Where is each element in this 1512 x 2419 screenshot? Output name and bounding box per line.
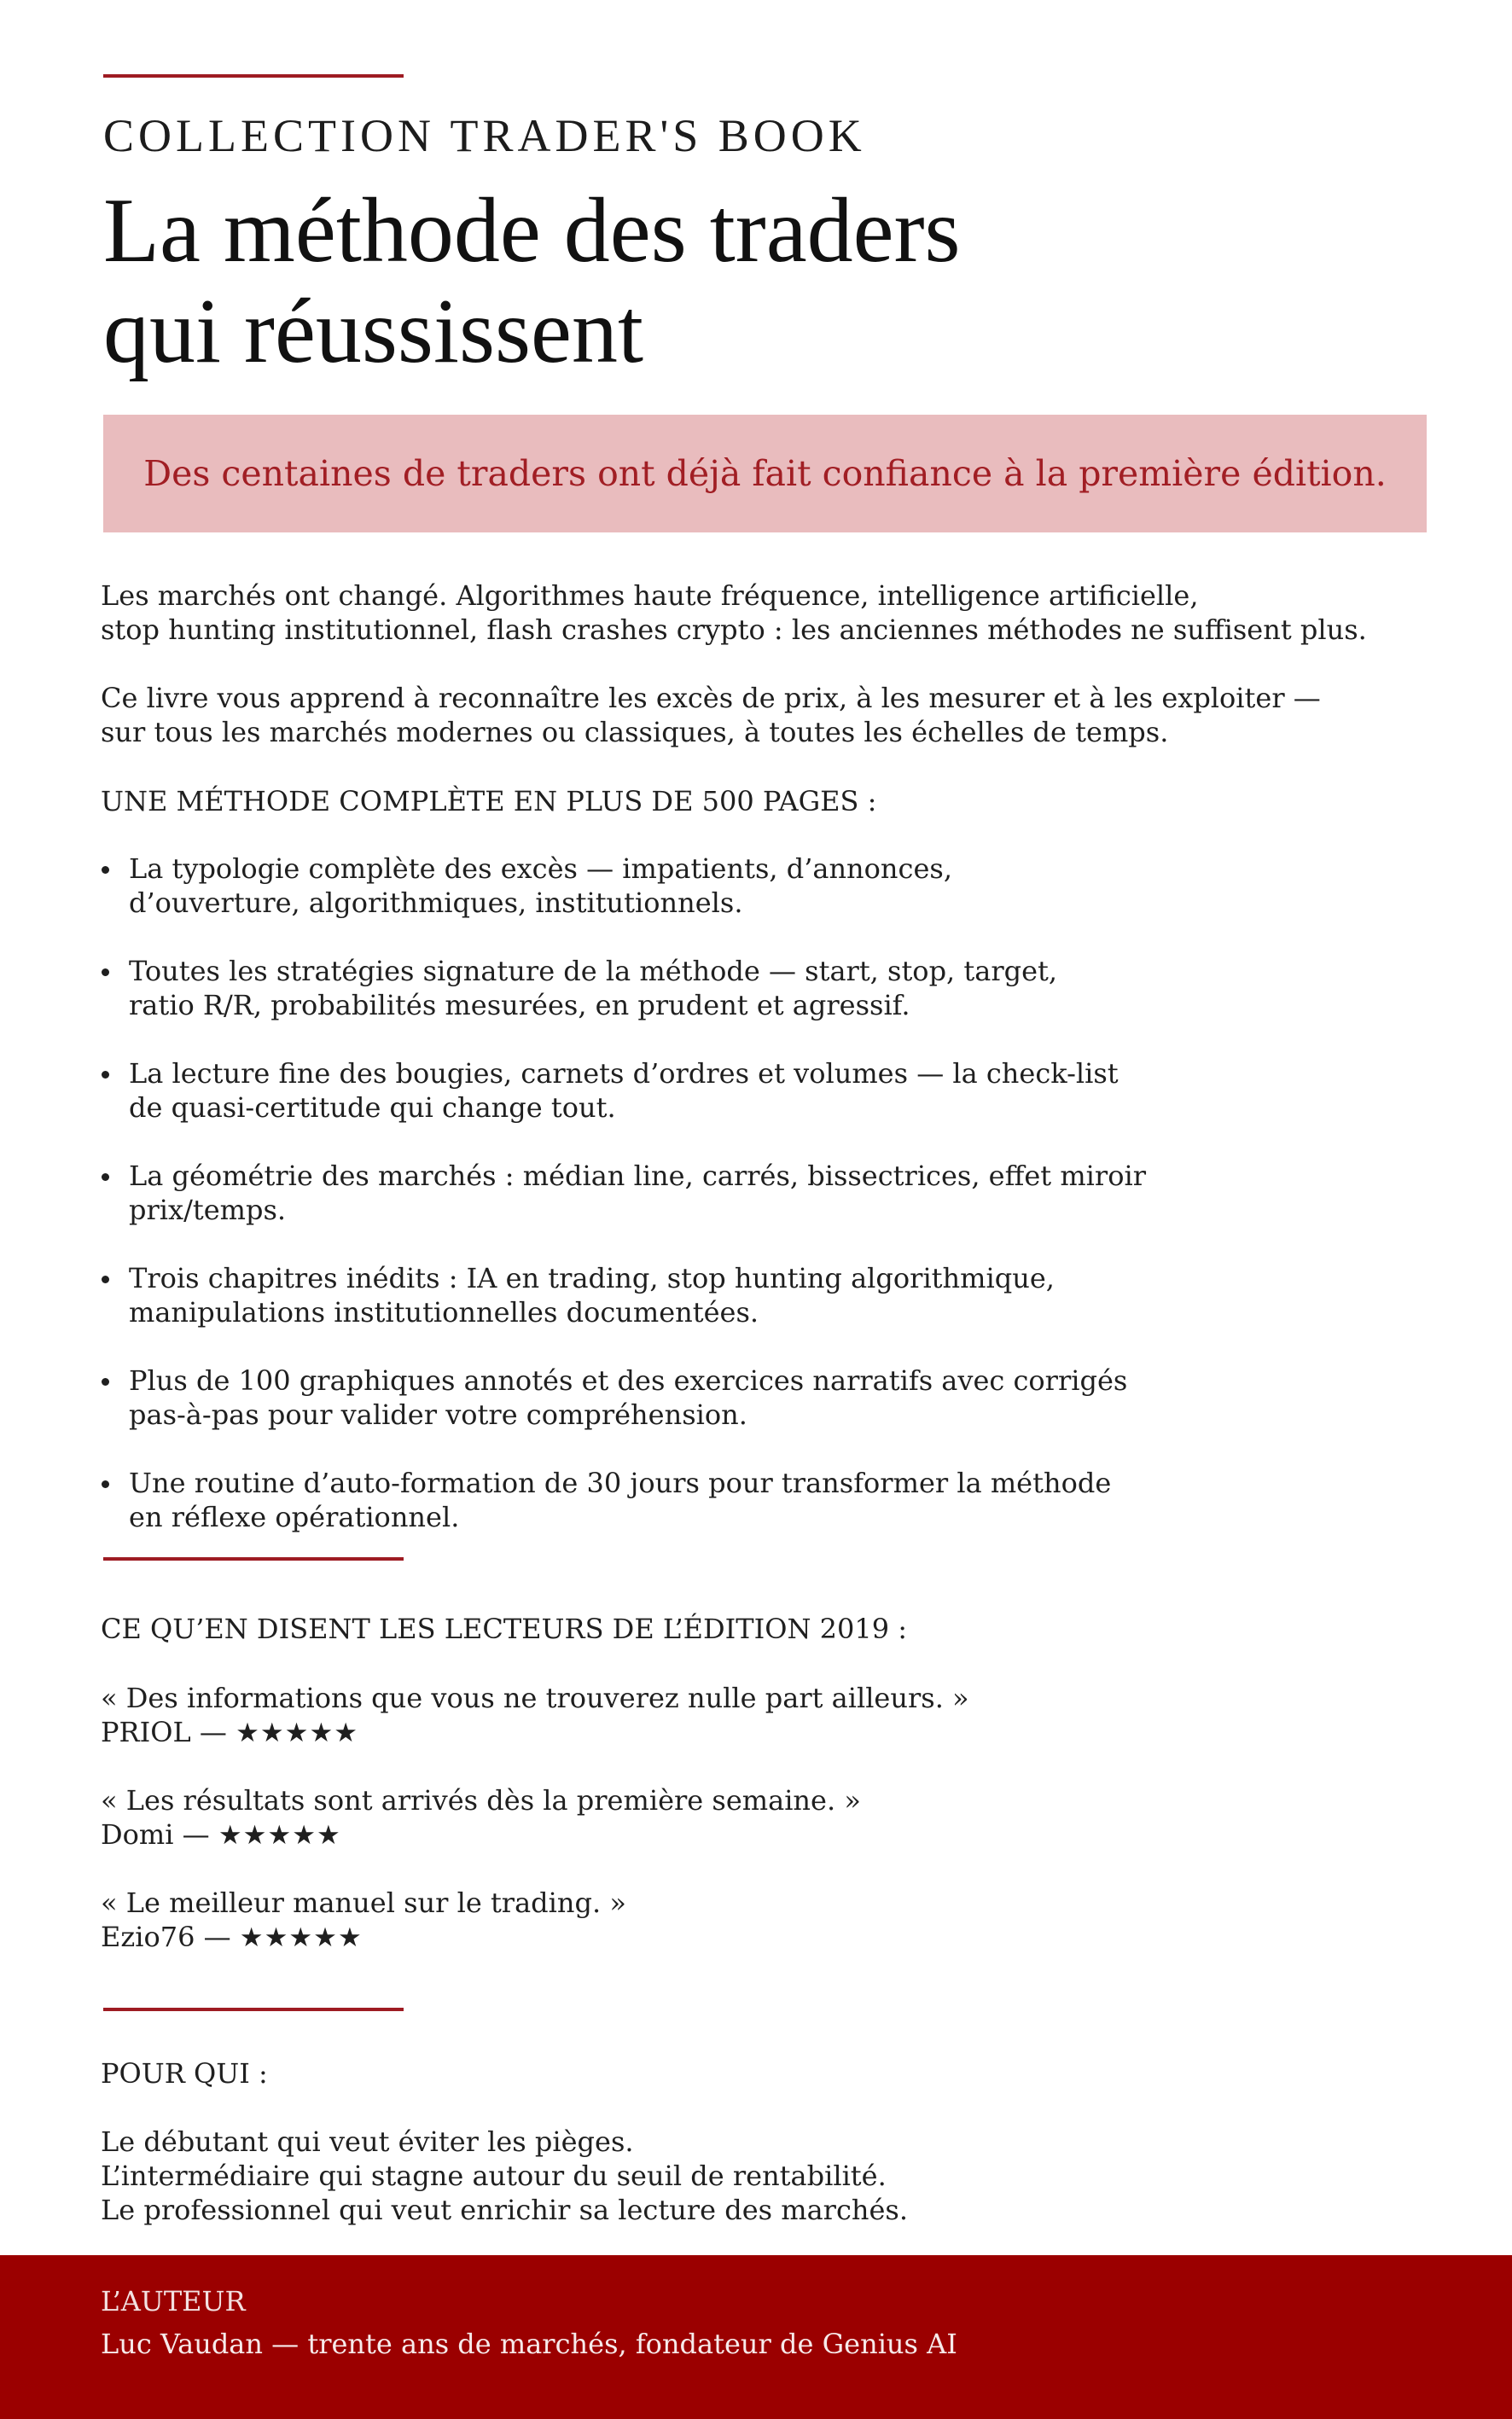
intro-p2-line-1: Ce livre vous apprend à reconnaître les excès de prix, à les mesurer et à les exploiter — bbox=[101, 682, 1321, 714]
audience-line-2: L’intermédiaire qui stagne autour du seuil de rentabilité. bbox=[101, 2160, 887, 2192]
star-rating-icon: ★★★★★ bbox=[239, 1922, 363, 1953]
intro-p2-line-2: sur tous les marchés modernes ou classiques, à toutes les échelles de temps. bbox=[101, 716, 1169, 748]
author-bio: Luc Vaudan — trente ans de marchés, fondateur de Genius AI bbox=[101, 2328, 957, 2360]
book-title bbox=[103, 181, 1383, 382]
review-2 bbox=[101, 1783, 861, 1852]
review-author: Domi — ★★★★★ bbox=[101, 1818, 341, 1851]
list-item: Toutes les stratégies signature de la méthode — start, stop, target, ratio R/R, probabilités mesurées, en prudent et agressif. bbox=[101, 954, 1295, 1022]
audience-line-3: Le professionnel qui veut enrichir sa lecture des marchés. bbox=[101, 2194, 908, 2226]
star-rating-icon: ★★★★★ bbox=[218, 1820, 341, 1851]
star-rating-icon: ★★★★★ bbox=[236, 1718, 359, 1748]
bullet-icon bbox=[102, 1276, 109, 1283]
list-item: La typologie complète des excès — impatients, d’annonces, d’ouverture, algorithmiques, institutionnels. bbox=[101, 852, 1295, 920]
review-3 bbox=[101, 1886, 626, 1955]
bullet-icon bbox=[102, 1480, 109, 1488]
audience-heading: POUR QUI : bbox=[101, 2057, 268, 2090]
bullet-icon bbox=[102, 968, 109, 976]
top-divider bbox=[103, 74, 404, 78]
method-feature-list bbox=[101, 852, 1295, 1568]
review-quote: « Le meilleur manuel sur le trading. » bbox=[101, 1887, 626, 1919]
reviews-heading: CE QU’EN DISENT LES LECTEURS DE L’ÉDITION 2019 : bbox=[101, 1613, 908, 1645]
book-title-line-1: La méthode des traders bbox=[103, 180, 961, 282]
review-quote: « Des informations que vous ne trouverez nulle part ailleurs. » bbox=[101, 1682, 969, 1714]
review-author: Ezio76 — ★★★★★ bbox=[101, 1921, 363, 1953]
collection-name: COLLECTION TRADER'S BOOK bbox=[103, 110, 866, 161]
banner-text: Des centaines de traders ont déjà fait confiance à la première édition. bbox=[143, 453, 1387, 494]
highlight-banner bbox=[103, 415, 1427, 532]
audience-line-1: Le débutant qui veut éviter les pièges. bbox=[101, 2125, 634, 2158]
review-1 bbox=[101, 1681, 969, 1750]
author-footer bbox=[0, 2255, 1512, 2419]
bullet-icon bbox=[102, 1378, 109, 1386]
list-item: La géométrie des marchés : médian line, carrés, bissectrices, effet miroir prix/temps. bbox=[101, 1159, 1295, 1227]
list-item: Plus de 100 graphiques annotés et des exercices narratifs avec corrigés pas-à-pas pour valider votre compréhension. bbox=[101, 1364, 1295, 1432]
list-item: Une routine d’auto-formation de 30 jours pour transformer la méthode en réflexe opérationnel. bbox=[101, 1466, 1295, 1534]
review-quote: « Les résultats sont arrivés dès la première semaine. » bbox=[101, 1784, 861, 1817]
audience-divider bbox=[103, 2008, 404, 2011]
review-author: PRIOL — ★★★★★ bbox=[101, 1716, 359, 1748]
intro-paragraph-1 bbox=[101, 579, 1367, 647]
bullet-icon bbox=[102, 1071, 109, 1079]
audience-list bbox=[101, 2125, 908, 2227]
intro-p1-line-1: Les marchés ont changé. Algorithmes haute fréquence, intelligence artificielle, bbox=[101, 579, 1199, 612]
bullet-icon bbox=[102, 1173, 109, 1181]
author-label: L’AUTEUR bbox=[101, 2285, 246, 2317]
bullet-icon bbox=[102, 866, 109, 874]
list-item: La lecture fine des bougies, carnets d’ordres et volumes — la check-list de quasi-certitude qui change tout. bbox=[101, 1056, 1295, 1125]
intro-p1-line-2: stop hunting institutionnel, flash crashes crypto : les anciennes méthodes ne suffisent plus. bbox=[101, 613, 1367, 646]
intro-paragraph-2 bbox=[101, 681, 1321, 749]
list-item: Trois chapitres inédits : IA en trading, stop hunting algorithmique, manipulations institutionnelles documentées. bbox=[101, 1261, 1295, 1329]
book-title-line-2: qui réussissent bbox=[103, 281, 643, 382]
reviews-divider bbox=[103, 1557, 404, 1561]
method-heading: UNE MÉTHODE COMPLÈTE EN PLUS DE 500 PAGES : bbox=[101, 785, 877, 817]
